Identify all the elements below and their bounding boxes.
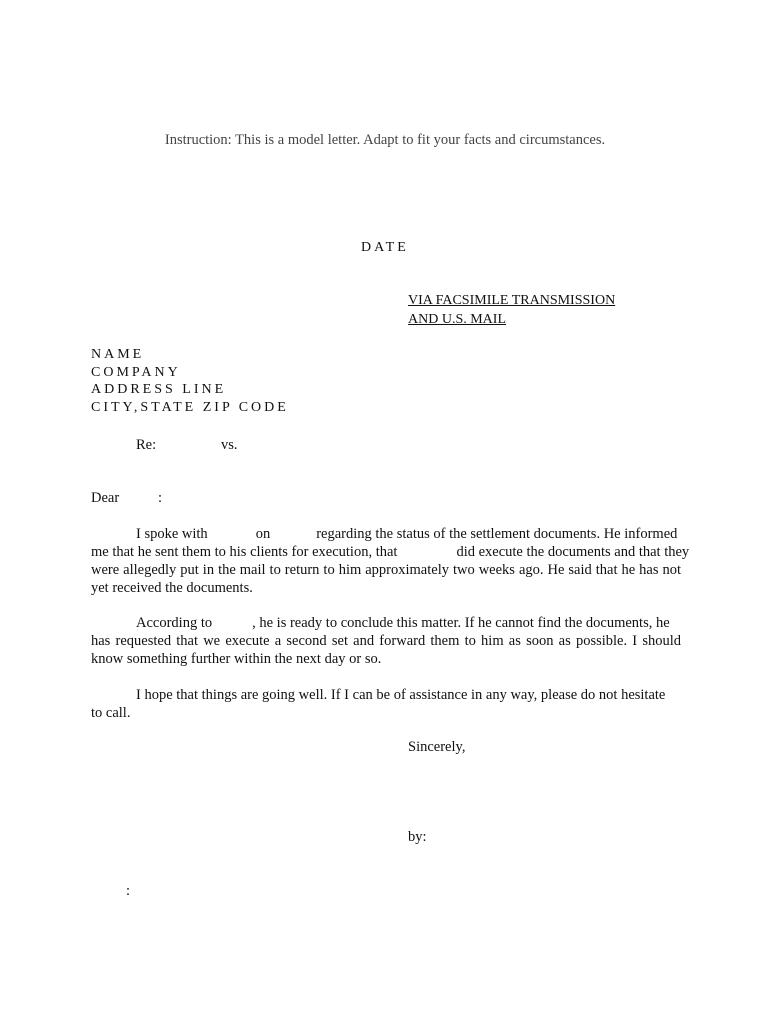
letter-date: DATE: [361, 240, 409, 255]
salutation-dear: Dear: [91, 490, 120, 506]
paragraph-line: has requested that we execute a second set and forward them to him as soon as possible. I should: [91, 633, 681, 649]
paragraph-line: to call.: [91, 705, 131, 721]
paragraph-line: I hope that things are going well. If I can be of assistance in any way, please do not hesitate: [136, 687, 666, 703]
salutation-colon: :: [158, 490, 163, 506]
paragraph-line: [91, 525, 681, 543]
paragraph-line: yet received the documents.: [91, 580, 253, 596]
closing-sincerely: Sincerely,: [408, 739, 466, 755]
recipient-name: NAME: [91, 347, 145, 362]
delivery-method-line-2: AND U.S. MAIL: [408, 312, 506, 327]
body-paragraph-3: [91, 686, 681, 722]
re-label: Re:: [136, 437, 157, 453]
body-paragraph-2: [91, 614, 681, 668]
instruction-note: Instruction: This is a model letter. Adapt to fit your facts and circumstances.: [164, 132, 606, 148]
paragraph-text: According to: [136, 615, 213, 631]
signature-by-label: by:: [408, 829, 427, 845]
paragraph-line: [91, 614, 681, 632]
paragraph-text: me that he sent them to his clients for execution, that: [91, 544, 398, 560]
recipient-address-line: ADDRESS LINE: [91, 382, 227, 397]
paragraph-text: on: [255, 526, 271, 542]
body-paragraph-1: [91, 525, 690, 597]
re-versus: vs.: [221, 437, 238, 453]
delivery-method-line-1: VIA FACSIMILE TRANSMISSION: [408, 293, 616, 308]
recipient-company: COMPANY: [91, 365, 181, 380]
paragraph-line: were allegedly put in the mail to return to him approximately two weeks ago. He said that he has not: [91, 562, 681, 578]
paragraph-line: [91, 543, 690, 561]
paragraph-text: regarding the status of the settlement documents. He informed: [316, 526, 678, 542]
paragraph-text: I spoke with: [136, 526, 208, 542]
paragraph-text: did execute the documents and that they: [456, 544, 690, 560]
recipient-city-state-zip: CITY,STATE ZIP CODE: [91, 400, 289, 415]
paragraph-text: , he is ready to conclude this matter. If he cannot find the documents, he: [252, 615, 670, 631]
trailing-colon: :: [126, 883, 131, 899]
paragraph-line: know something further within the next day or so.: [91, 651, 382, 667]
